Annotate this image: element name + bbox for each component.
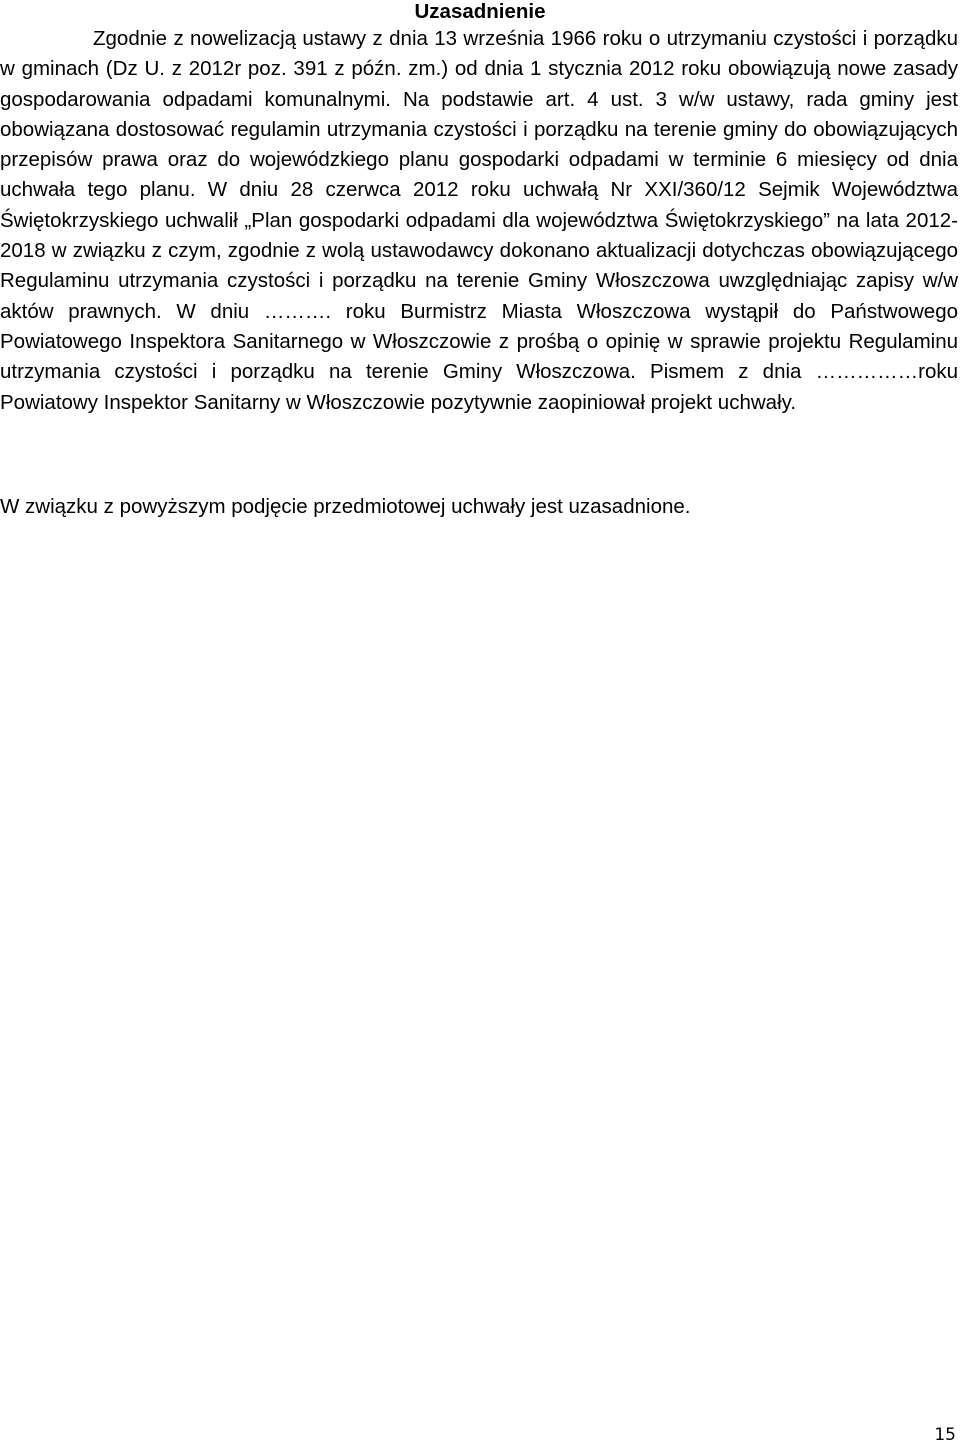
justification-paragraph: Zgodnie z nowelizacją ustawy z dnia 13 września 1966 roku o utrzymaniu czystości i porządku w gminach (Dz U. z 2012r poz. 391 z późn. zm.) od dnia 1 stycznia 2012 roku obowiązują nowe zasady gospodarowania odpadami komunalnymi. Na podstawie art. 4 ust. 3 w/w ustawy, rada gminy jest obowiązana dostosować regulamin utrzymania czystości i porządku na terenie gminy do obowiązujących przepisów prawa oraz do wojewódzkiego planu gospodarki odpadami w terminie 6 miesięcy od dnia uchwała tego planu. W dniu 28 czerwca 2012 roku uchwałą Nr XXI/360/12 Sejmik Województwa Świętokrzyskiego uchwalił „Plan gospodarki odpadami dla województwa Świętokrzyskiego” na lata 2012-2018 w związku z czym, zgodnie z wolą ustawodawcy dokonano aktualizacji dotychczas obowiązującego Regulaminu utrzymania czystości i porządku na terenie Gminy Włoszczowa uwzględniając zapisy w/w aktów prawnych. W dniu ………. roku Burmistrz Miasta Włoszczowa wystąpił do Państwowego Powiatowego Inspektora Sanitarnego w Włoszczowie z prośbą o opinię w sprawie projektu Regulaminu utrzymania czystości i porządku na terenie Gminy Włoszczowa. Pismem z dnia ……………roku Powiatowy Inspektor Sanitarny w Włoszczowie pozytywnie zaopiniował projekt uchwały.	[0, 27, 958, 414]
page-number: 15	[934, 1425, 956, 1445]
conclusion-paragraph: W związku z powyższym podjęcie przedmiotowej uchwały jest uzasadnione.	[0, 495, 691, 518]
document-heading: Uzasadnienie	[414, 0, 546, 23]
